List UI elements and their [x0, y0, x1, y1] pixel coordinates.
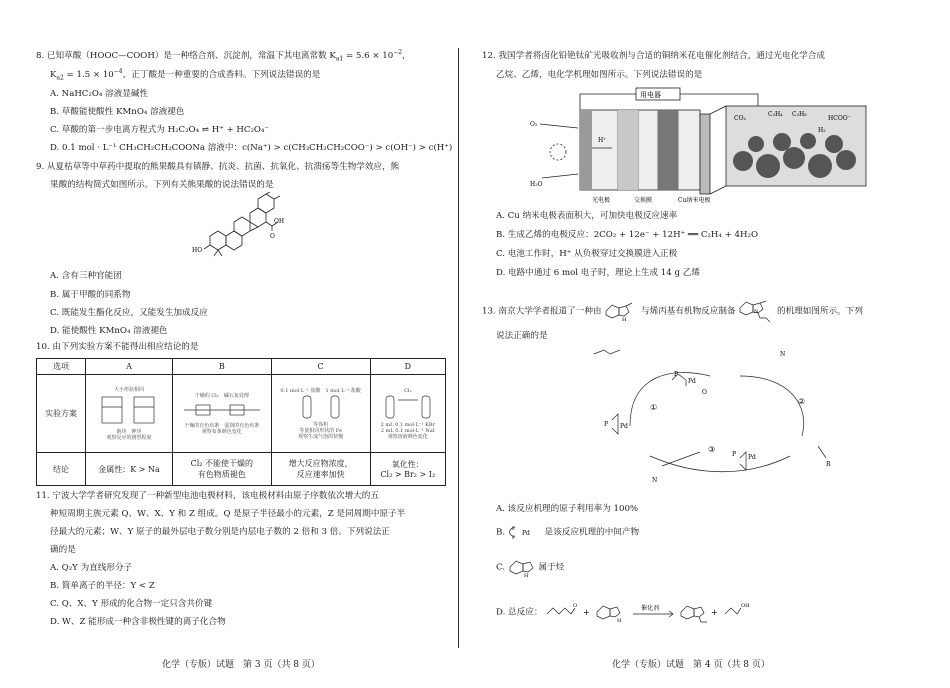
q9-stem-line2: 果酸的结构简式如图所示。下列有关熊果酸的说法错误的是 — [50, 180, 274, 190]
h2-label: H₂ — [818, 127, 826, 134]
q11-stem-line2: 种短周期主族元素 Q、W、X、Y 和 Z 组成。Q 是原子半径最小的元素，Z 是同周期中原子半 — [50, 509, 406, 519]
indole-structure — [508, 556, 536, 578]
h2o-label: H₂O — [530, 181, 543, 188]
cycle-pd-right: Pd — [748, 454, 756, 461]
q12-option-a: A. Cu 纳米电极表面积大，可加快电极反应速率 — [496, 211, 678, 221]
allylindole-product-structure — [738, 299, 774, 323]
cycle-r-label: R — [826, 461, 831, 468]
q10-conclusion-d: 氧化性： Cl₂ > Br₂ > I₂ — [370, 453, 445, 486]
test-tubes-iron-icon — [291, 394, 351, 420]
q13-option-c: C. H 属于烃 — [496, 556, 564, 578]
q8-option-d: D. 0.1 mol · L⁻¹ CH₃CH₂CH₂COONa 溶液中：c(Na⁺) > c(CH₃CH₂CH₂COO⁻) > c(OH⁻) > c(H⁺) — [50, 143, 453, 153]
q10-scheme-a: 大小形状相同 钠块 钾块 观察反应的剧烈程度 — [86, 375, 173, 453]
cycle-o-top: O — [702, 389, 707, 396]
step-2-label: ② — [798, 397, 806, 406]
q13-stem-line2: 说法正确的是 — [496, 331, 548, 341]
q10-header-a: A — [86, 359, 173, 375]
q12-option-b: B. 生成乙烯的电极反应：2CO₂ + 12e⁻ + 12H⁺ ══ C₂H₄ + 4H₂O — [496, 230, 758, 240]
q10-scheme-c: 0.1 mol·L⁻¹ 盐酸 1 mol·L⁻¹ 盐酸 等体积 等量相同形状的 Fe 观察生成气泡的快慢 — [271, 375, 370, 453]
q10-scheme-b: 干燥的 Cl₂ 碱石灰处理 干燥的有色布条 湿润的有色布条 观察布条颜色变化 — [173, 375, 272, 453]
q10-stem: 10. 由下列实验方案不能得出相应结论的是 — [36, 342, 199, 352]
o2-label: O₂ — [530, 121, 538, 128]
photoelectrochemical-cell-diagram — [528, 86, 868, 206]
cycle-p-top: P — [674, 371, 679, 378]
q10-header-option: 选项 — [37, 359, 86, 375]
q8-option-c: C. 草酸的第一步电离方程式为 H₂C₂O₄ ⇌ H⁺ + HC₂O₄⁻ — [50, 125, 269, 135]
svg-text:H: H — [523, 573, 529, 578]
q13-stem-line1: 13. 南京大学学者报道了一种由 H 与烯丙基有机物反应制备 N 的机理如图所示。下列 — [482, 299, 863, 323]
catalytic-cycle-diagram — [590, 346, 840, 490]
q10-scheme-row — [37, 375, 446, 453]
c2h6-label: C₂H₆ — [792, 111, 807, 118]
q10-conclusion-b: Cl₂ 不能使干燥的 有色物质褪色 — [173, 453, 272, 486]
q10-header-c: C — [271, 359, 370, 375]
left-page-footer: 化学（专版）试题 第 3 页（共 8 页） — [162, 660, 320, 670]
c2h4-label: C₂H₄ — [768, 111, 783, 118]
load-label: 用电器 — [640, 91, 661, 99]
q12-stem-line1: 12. 我国学者将卤化铅铯钛矿光吸收剂与合适的铜纳米花电催化剂结合，通过光电化学合成 — [482, 51, 825, 61]
q10-conclusion-row — [37, 453, 446, 486]
q9-option-c: C. 既能发生酯化反应，又能发生加成反应 — [50, 308, 208, 318]
hcoo-label: HCOO⁻ — [828, 115, 851, 122]
cycle-pd-left: Pd — [620, 423, 628, 430]
q8-stem-line1: 8. 已知草酸（HOOC—COOH）是一种络合剂、沉淀剂，常温下其电离常数 $K_{a1} = 5.6 \times 10^{-2}$， — [36, 49, 411, 63]
q10-conclusion-c: 增大反应物浓度， 反应速率加快 — [271, 453, 370, 486]
cycle-product-n: N — [652, 477, 658, 484]
q12-option-c: C. 电池工作时，H⁺ 从负极穿过交换膜进入正极 — [496, 249, 678, 259]
q11-stem-line3: 径最大的元素；W、Y 原子的最外层电子数分别是内层电子数的 2 倍和 3 倍。下列说法正 — [50, 527, 390, 537]
q8-option-a: A. NaHC₂O₄ 溶液显碱性 — [50, 89, 149, 99]
right-page-footer: 化学（专版）试题 第 4 页（共 8 页） — [612, 660, 770, 670]
q9-stem-line1: 9. 从夏枯草等中草药中提取的熊果酸具有镇静、抗炎、抗菌、抗氧化、抗溃疡等生物学效应，熊 — [36, 162, 400, 172]
svg-text:O: O — [573, 603, 578, 609]
q9-option-b: B. 属于甲酸的同系物 — [50, 290, 131, 300]
q10-conclusion-label: 结论 — [37, 453, 86, 486]
q9-option-a: A. 含有三种官能团 — [50, 271, 122, 281]
left-page — [0, 0, 470, 688]
q12-stem-line2: 乙烷、乙烯，电化学机理如图所示。下列说法错误的是 — [496, 70, 703, 80]
right-page — [470, 0, 950, 688]
svg-text:N: N — [754, 309, 759, 315]
svg-text:P: P — [511, 526, 516, 532]
pd-complex-structure — [508, 524, 542, 540]
cycle-p-left: P — [604, 421, 609, 428]
ursolic-o-label: O — [270, 233, 275, 240]
svg-text:Pd: Pd — [521, 530, 530, 537]
q11-option-b: B. 简单离子的半径：Y < Z — [50, 581, 155, 591]
svg-text:+: + — [583, 608, 590, 617]
exchange-membrane-label: 交换膜 — [634, 197, 653, 204]
q11-stem-line1: 11. 宁波大学学者研究发现了一种新型电池电极材料，该电极材料由原子序数依次增大的五 — [36, 491, 379, 501]
test-tubes-halide-icon — [378, 394, 438, 420]
q8-option-b: B. 草酸能使酸性 KMnO₄ 溶液褪色 — [50, 107, 185, 117]
ursolic-ho-label: HO — [192, 247, 203, 254]
svg-text:OH: OH — [741, 603, 750, 609]
q10-header-row — [37, 359, 446, 375]
q10-conclusion-a: 金属性：K > Na — [86, 453, 173, 486]
svg-text:H: H — [622, 317, 627, 322]
co2-label: CO₂ — [734, 115, 746, 122]
q10-table — [36, 358, 446, 486]
column-divider — [458, 48, 459, 648]
cycle-pd-top: Pd — [688, 378, 696, 385]
svg-text:催化剂: 催化剂 — [641, 605, 660, 612]
q9-option-d: D. 能使酸性 KMnO₄ 溶液褪色 — [50, 326, 168, 336]
q11-option-a: A. Q₂Y 为直线形分子 — [50, 563, 133, 573]
q10-header-d: D — [370, 359, 445, 375]
cu-nanoelectrode-label: Cu纳米电极 — [678, 197, 711, 204]
q13-option-d: D. 总反应： O + H 催化剂 + OH — [496, 598, 805, 626]
svg-text:P: P — [511, 535, 516, 540]
indole-reactant-structure — [604, 300, 638, 322]
hplus-label: H⁺ — [598, 137, 607, 144]
svg-text:+: + — [711, 608, 718, 617]
cycle-p-right: P — [732, 451, 737, 458]
q13-option-b: B. P P Pd 是该反应机理的中间产物 — [496, 526, 640, 540]
q13-option-a: A. 该反应机理的原子利用率为 100% — [496, 504, 639, 514]
beaker-sodium-potassium-icon — [94, 393, 164, 427]
step-1-label: ① — [650, 403, 658, 412]
q11-stem-line4: 确的是 — [50, 545, 76, 555]
q11-option-d: D. W、Z 能形成一种含非极性键的离子化合物 — [50, 617, 226, 627]
photoelectrode-label: 光电极 — [592, 197, 611, 204]
q11-option-c: C. Q、X、Y 形成的化合物一定只含共价键 — [50, 599, 213, 609]
q10-header-b: B — [173, 359, 272, 375]
q8-stem-line2: $K_{a2} = 1.5 \times 10^{-4}$，正丁酸是一种重要的合成香料。下列说法错误的是 — [50, 68, 321, 82]
ursolic-acid-structure — [192, 192, 284, 262]
step-3-label: ③ — [708, 445, 716, 454]
q10-scheme-label: 实验方案 — [37, 375, 86, 453]
overall-reaction-equation — [545, 598, 805, 626]
q12-option-d: D. 电路中通过 6 mol 电子时，理论上生成 14 g 乙烯 — [496, 268, 700, 278]
cycle-indole-nh: N — [780, 351, 786, 358]
drying-tube-icon — [182, 399, 262, 421]
svg-text:H: H — [617, 618, 622, 624]
ursolic-oh-label: OH — [274, 218, 284, 225]
q10-scheme-d: Cl₂ 2 mL 0.1 mol·L⁻¹ KBr 2 mL 0.1 mol·L⁻¹ NaI 观察溶液颜色变化 — [370, 375, 445, 453]
